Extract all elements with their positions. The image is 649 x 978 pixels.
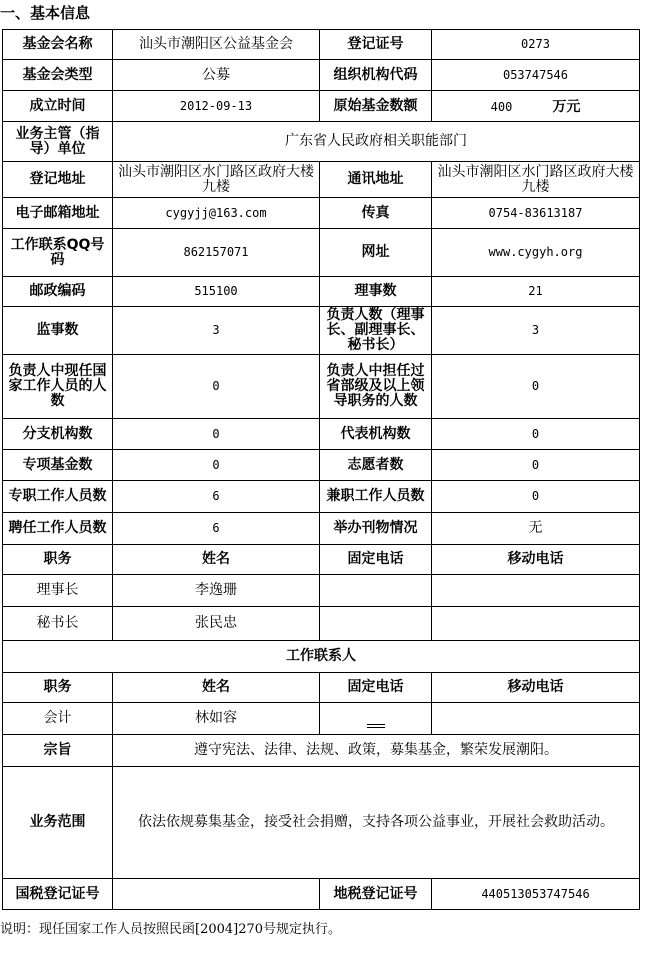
pub-value: 无 (432, 513, 640, 545)
directors-value: 21 (432, 277, 640, 307)
hired-value: 6 (113, 513, 320, 545)
officers-header-name: 姓名 (113, 545, 320, 575)
table-row (3, 735, 640, 767)
purpose-label: 宗旨 (3, 735, 113, 767)
contact-phone (320, 703, 432, 735)
foundation-info-table (2, 29, 640, 910)
org-code-label: 组织机构代码 (320, 60, 432, 91)
local-tax-value: 440513053747546 (432, 879, 640, 910)
officers-header-phone: 固定电话 (320, 545, 432, 575)
founded-label: 成立时间 (3, 91, 113, 122)
qq-label: 工作联系QQ号码 (3, 229, 113, 277)
civil-value: 0 (113, 355, 320, 419)
rep-value: 0 (432, 419, 640, 450)
table-row (3, 879, 640, 910)
reg-addr-value: 汕头市潮阳区水门路区政府大楼九楼 (113, 162, 320, 198)
table-row (3, 162, 640, 198)
fund-cell (432, 91, 640, 122)
volunteer-label: 志愿者数 (320, 450, 432, 481)
parttime-label: 兼职工作人员数 (320, 481, 432, 513)
fax-label: 传真 (320, 198, 432, 229)
table-row (3, 450, 640, 481)
table-row (3, 513, 640, 545)
purpose-value: 遵守宪法、法律、法规、政策，募集基金，繁荣发展潮阳。 (113, 735, 640, 767)
volunteer-value: 0 (432, 450, 640, 481)
national-tax-value (113, 879, 320, 910)
local-tax-label: 地税登记证号 (320, 879, 432, 910)
officer-name: 李逸珊 (113, 575, 320, 607)
hired-label: 聘任工作人员数 (3, 513, 113, 545)
table-row (3, 575, 640, 607)
officers-header-row (3, 545, 640, 575)
footnote: 说明：现任国家工作人员按照民函[2004]270号规定执行。 (0, 922, 342, 937)
table-row (3, 91, 640, 122)
mail-addr-label: 通讯地址 (320, 162, 432, 198)
special-value: 0 (113, 450, 320, 481)
supervisor-value: 广东省人民政府相关职能部门 (113, 122, 640, 162)
contact-role: 会计 (3, 703, 113, 735)
type-value: 公募 (113, 60, 320, 91)
scope-value: 依法依规募集基金，接受社会捐赠，支持各项公益事业，开展社会救助活动。 (113, 767, 640, 879)
table-row (3, 30, 640, 60)
supervisors-value: 3 (113, 307, 320, 355)
directors-label: 理事数 (320, 277, 432, 307)
dash-mark (367, 724, 385, 728)
reg-no-value: 0273 (432, 30, 640, 60)
fund-unit: 万元 (552, 98, 581, 115)
name-label: 基金会名称 (3, 30, 113, 60)
contact-header-row (3, 673, 640, 703)
table-row (3, 307, 640, 355)
parttime-value: 0 (432, 481, 640, 513)
table-row (3, 60, 640, 91)
branch-value: 0 (113, 419, 320, 450)
special-label: 专项基金数 (3, 450, 113, 481)
reg-no-label: 登记证号 (320, 30, 432, 60)
mail-addr-value: 汕头市潮阳区水门路区政府大楼九楼 (432, 162, 640, 198)
section-title: 一、基本信息 (0, 4, 91, 22)
table-row (3, 703, 640, 735)
fund-value: 400 (490, 99, 513, 114)
table-row (3, 277, 640, 307)
email-value: cygyjj@163.com (113, 198, 320, 229)
leaders-value: 3 (432, 307, 640, 355)
founded-value: 2012-09-13 (113, 91, 320, 122)
national-tax-label: 国税登记证号 (3, 879, 113, 910)
rep-label: 代表机构数 (320, 419, 432, 450)
reg-addr-label: 登记地址 (3, 162, 113, 198)
fax-value: 0754-83613187 (432, 198, 640, 229)
contact-header-phone: 固定电话 (320, 673, 432, 703)
scope-label: 业务范围 (3, 767, 113, 879)
zip-value: 515100 (113, 277, 320, 307)
table-row (3, 419, 640, 450)
web-label: 网址 (320, 229, 432, 277)
contact-mobile (432, 703, 640, 735)
fulltime-value: 6 (113, 481, 320, 513)
supervisors-label: 监事数 (3, 307, 113, 355)
org-code-value: 053747546 (432, 60, 640, 91)
web-value: www.cygyh.org (432, 229, 640, 277)
qq-value: 862157071 (113, 229, 320, 277)
contact-name: 林如容 (113, 703, 320, 735)
officer-role: 秘书长 (3, 607, 113, 641)
contact-header-role: 职务 (3, 673, 113, 703)
senior-value: 0 (432, 355, 640, 419)
supervisor-label: 业务主管（指导）单位 (3, 122, 113, 162)
contact-header-mobile: 移动电话 (432, 673, 640, 703)
table-row (3, 198, 640, 229)
branch-label: 分支机构数 (3, 419, 113, 450)
officer-mobile (432, 575, 640, 607)
table-row (3, 767, 640, 879)
officers-header-role: 职务 (3, 545, 113, 575)
contact-header-name: 姓名 (113, 673, 320, 703)
table-row (3, 481, 640, 513)
email-label: 电子邮箱地址 (3, 198, 113, 229)
officers-header-mobile: 移动电话 (432, 545, 640, 575)
zip-label: 邮政编码 (3, 277, 113, 307)
fulltime-label: 专职工作人员数 (3, 481, 113, 513)
table-row (3, 607, 640, 641)
officer-phone (320, 607, 432, 641)
officer-phone (320, 575, 432, 607)
civil-label: 负责人中现任国家工作人员的人数 (3, 355, 113, 419)
table-row (3, 355, 640, 419)
type-label: 基金会类型 (3, 60, 113, 91)
leaders-label: 负责人数（理事长、副理事长、秘书长） (320, 307, 432, 355)
contact-title: 工作联系人 (3, 641, 640, 673)
pub-label: 举办刊物情况 (320, 513, 432, 545)
officer-role: 理事长 (3, 575, 113, 607)
table-row (3, 229, 640, 277)
fund-label: 原始基金数额 (320, 91, 432, 122)
officer-name: 张民忠 (113, 607, 320, 641)
senior-label: 负责人中担任过省部级及以上领导职务的人数 (320, 355, 432, 419)
name-value: 汕头市潮阳区公益基金会 (113, 30, 320, 60)
officer-mobile (432, 607, 640, 641)
table-row (3, 641, 640, 673)
table-row (3, 122, 640, 162)
